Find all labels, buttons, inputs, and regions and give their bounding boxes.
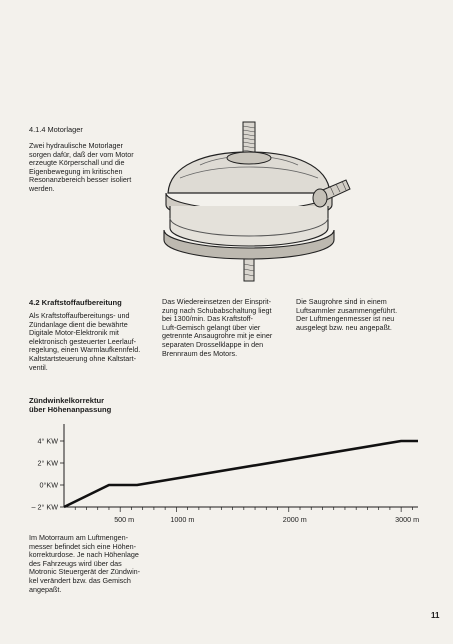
y-tick-label: 2° KW — [37, 458, 58, 468]
page-number: 11 — [431, 611, 440, 620]
fuel-column-2: Das Wiedereinsetzen der Einsprit- zung nach Schubabschaltung liegt bei 1300/min. Das Kraftstoff- Luft-Gemisch gelangt über vier getrennte Ansaugrohre mit je einer separaten Drosselklappe in den Brennraum des Motors. — [162, 297, 273, 358]
x-tick-label: 2000 m — [282, 515, 307, 524]
fuel-column-3: Die Saugrohre sind in einem Luftsammler zusammengeführt. Der Luftmengenmesser ist neu ausgelegt bzw. neu angepaßt. — [296, 297, 398, 332]
y-tick-label: – 2° KW — [31, 502, 58, 512]
x-tick-label: 3000 m — [395, 515, 420, 524]
x-tick-label: 1000 m — [170, 515, 195, 524]
y-tick-label: 0°KW — [39, 480, 58, 490]
y-tick-label: 4° KW — [37, 436, 58, 446]
section-title: 4.1.4 Motorlager — [29, 125, 83, 134]
series-line — [64, 441, 418, 507]
fuel-column-1: Als Kraftstoffaufbereitungs- und Zündanlage dient die bewährte Digitale Motor-Elektronik mit elektronisch gesteuerter Leerlauf- regelung, einen Warmlaufkennfeld. Kaltstartsteuerung ohne Kaltstart- ventil. — [29, 311, 141, 372]
bottom-paragraph: Im Motorraum am Luftmengen- messer befindet sich eine Höhen- korrekturdose. Je nach Höhenlage des Fahrzeugs wird über das Motronic Steuergerät der Zündwin- kel verändert bzw. das Gemisch angepaßt. — [29, 533, 141, 594]
x-tick-label: 500 m — [114, 515, 135, 524]
chart-title: Zündwinkelkorrektur über Höhenanpassung — [29, 396, 112, 414]
intro-paragraph: Zwei hydraulische Motorlager sorgen dafür, daß der vom Motor erzeugte Körperschall und die Eigenbewegung im kritischen Resonanzbereich besser isoliert werden. — [29, 141, 134, 193]
fuel-heading: 4.2 Kraftstoffaufbereitung — [29, 298, 122, 307]
